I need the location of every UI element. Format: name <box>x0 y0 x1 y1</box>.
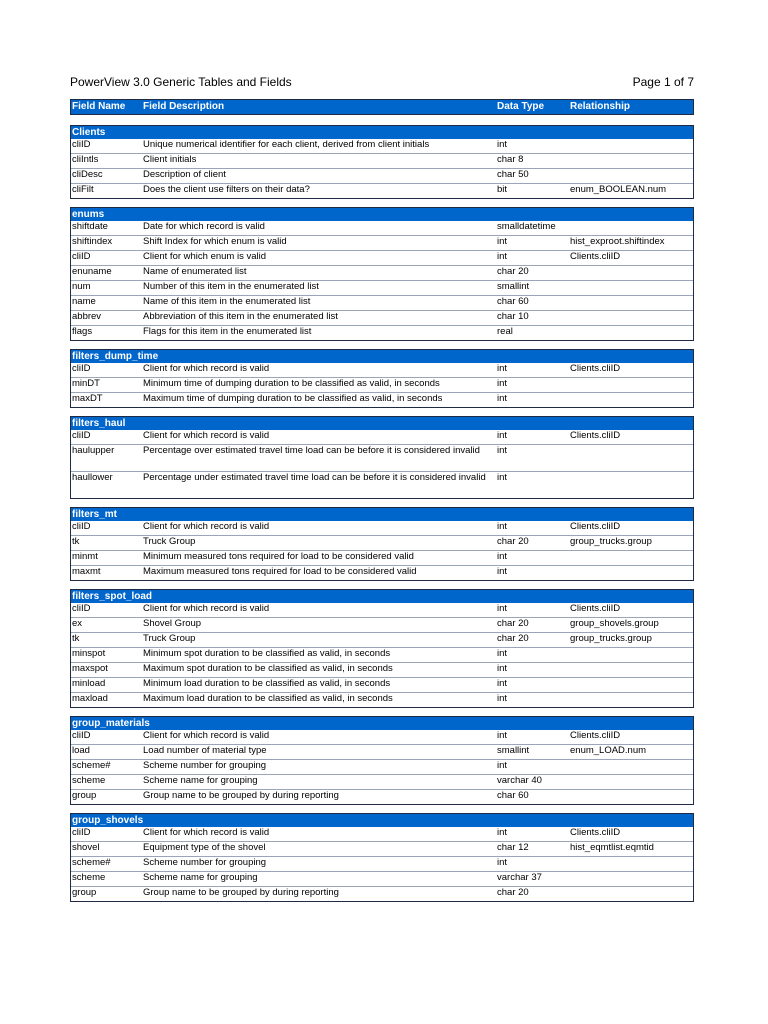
field-name-cell: minspot <box>72 648 106 659</box>
data-type-cell: int <box>497 393 508 404</box>
relationship-cell: Clients.cliID <box>570 251 621 262</box>
field-description-cell: Group name to be grouped by during reporting <box>143 887 339 898</box>
field-name-cell: maxload <box>72 693 108 704</box>
field-description-cell: Truck Group <box>143 633 196 644</box>
data-type-cell: int <box>497 663 508 674</box>
table-row <box>71 295 693 310</box>
data-type-cell: int <box>497 445 508 456</box>
data-type-cell: int <box>497 603 508 614</box>
table-row <box>71 392 693 407</box>
field-name-cell: group <box>72 790 97 801</box>
relationship-cell: Clients.cliID <box>570 430 621 441</box>
column-header-data-type: Data Type <box>497 101 545 112</box>
data-type-cell: int <box>497 378 508 389</box>
field-description-cell: Client for which record is valid <box>143 363 270 374</box>
page-header <box>70 75 694 91</box>
table-row <box>71 325 693 340</box>
field-description-cell: Equipment type of the shovel <box>143 842 266 853</box>
column-header-field-description: Field Description <box>143 101 225 112</box>
data-type-cell: varchar 37 <box>497 872 542 883</box>
section-title: filters_dump_time <box>71 350 693 363</box>
field-name-cell: minload <box>72 678 106 689</box>
field-name-cell: flags <box>72 326 93 337</box>
data-type-cell: varchar 40 <box>497 775 542 786</box>
data-type-cell: char 20 <box>497 887 529 898</box>
relationship-cell: Clients.cliID <box>570 521 621 532</box>
field-name-cell: cliID <box>72 363 91 374</box>
field-description-cell: Client for which record is valid <box>143 521 270 532</box>
data-type-cell: char 60 <box>497 296 529 307</box>
field-description-cell: Shift Index for which enum is valid <box>143 236 287 247</box>
relationship-cell: hist_exproot.shiftindex <box>570 236 665 247</box>
data-type-cell: bit <box>497 184 508 195</box>
field-name-cell: cliDesc <box>72 169 103 180</box>
data-type-cell: int <box>497 678 508 689</box>
data-type-cell: int <box>497 857 508 868</box>
data-type-cell: int <box>497 693 508 704</box>
field-description-cell: Client initials <box>143 154 197 165</box>
table-row <box>71 535 693 550</box>
field-name-cell: minDT <box>72 378 100 389</box>
data-type-cell: smalldatetime <box>497 221 556 232</box>
field-description-cell: Description of client <box>143 169 226 180</box>
field-description-cell: Client for which record is valid <box>143 430 270 441</box>
table-section <box>70 349 694 408</box>
table-row <box>71 827 693 841</box>
table-row <box>71 430 693 444</box>
field-name-cell: maxDT <box>72 393 103 404</box>
table-row <box>71 871 693 886</box>
data-type-cell: char 20 <box>497 633 529 644</box>
table-row <box>71 856 693 871</box>
table-row <box>71 521 693 535</box>
field-name-cell: maxmt <box>72 566 101 577</box>
section-title: group_materials <box>71 717 693 730</box>
field-name-cell: scheme# <box>72 857 111 868</box>
table-row <box>71 774 693 789</box>
data-type-cell: int <box>497 251 508 262</box>
section-title: enums <box>71 208 693 221</box>
page-number: Page 1 of 7 <box>632 75 694 89</box>
data-type-cell: char 50 <box>497 169 529 180</box>
field-name-cell: cliID <box>72 603 91 614</box>
field-description-cell: Minimum time of dumping duration to be classified as valid, in seconds <box>143 378 440 389</box>
table-section <box>70 589 694 708</box>
field-name-cell: shiftindex <box>72 236 113 247</box>
relationship-cell: Clients.cliID <box>570 363 621 374</box>
table-row <box>71 153 693 168</box>
relationship-cell: group_shovels.group <box>570 618 659 629</box>
field-description-cell: Truck Group <box>143 536 196 547</box>
data-type-cell: char 12 <box>497 842 529 853</box>
field-description-cell: Date for which record is valid <box>143 221 265 232</box>
field-description-cell: Name of enumerated list <box>143 266 247 277</box>
field-description-cell: Scheme number for grouping <box>143 857 267 868</box>
relationship-cell: Clients.cliID <box>570 827 621 838</box>
field-description-cell: Maximum spot duration to be classified as valid, in seconds <box>143 663 393 674</box>
column-header-row <box>70 99 694 115</box>
section-title: group_shovels <box>71 814 693 827</box>
table-section <box>70 416 694 499</box>
table-section <box>70 207 694 341</box>
table-sections <box>70 125 694 910</box>
field-description-cell: Minimum load duration to be classified as valid, in seconds <box>143 678 391 689</box>
data-type-cell: int <box>497 139 508 150</box>
data-type-cell: int <box>497 760 508 771</box>
field-description-cell: Scheme name for grouping <box>143 775 258 786</box>
field-name-cell: scheme <box>72 872 106 883</box>
relationship-cell: Clients.cliID <box>570 603 621 614</box>
table-section <box>70 125 694 199</box>
relationship-cell: hist_eqmtlist.eqmtid <box>570 842 654 853</box>
column-header-field-name: Field Name <box>72 101 126 112</box>
data-type-cell: int <box>497 363 508 374</box>
field-description-cell: Client for which record is valid <box>143 827 270 838</box>
field-description-cell: Name of this item in the enumerated list <box>143 296 311 307</box>
field-name-cell: ex <box>72 618 83 629</box>
table-row <box>71 744 693 759</box>
field-description-cell: Minimum measured tons required for load to be considered valid <box>143 551 414 562</box>
field-description-cell: Number of this item in the enumerated list <box>143 281 319 292</box>
field-description-cell: Maximum load duration to be classified as valid, in seconds <box>143 693 393 704</box>
field-name-cell: load <box>72 745 90 756</box>
data-type-cell: char 10 <box>497 311 529 322</box>
column-header-relationship: Relationship <box>570 101 631 112</box>
data-type-cell: char 8 <box>497 154 524 165</box>
relationship-cell: group_trucks.group <box>570 633 652 644</box>
table-section <box>70 716 694 805</box>
field-description-cell: Maximum measured tons required for load to be considered valid <box>143 566 417 577</box>
data-type-cell: int <box>497 472 508 483</box>
section-title: Clients <box>71 126 693 139</box>
table-row <box>71 759 693 774</box>
field-name-cell: tk <box>72 633 80 644</box>
section-title: filters_haul <box>71 417 693 430</box>
field-description-cell: Scheme name for grouping <box>143 872 258 883</box>
table-row <box>71 444 693 471</box>
data-type-cell: char 20 <box>497 536 529 547</box>
data-type-cell: int <box>497 566 508 577</box>
field-name-cell: maxspot <box>72 663 108 674</box>
table-row <box>71 603 693 617</box>
field-name-cell: abbrev <box>72 311 102 322</box>
field-description-cell: Flags for this item in the enumerated list <box>143 326 312 337</box>
field-description-cell: Maximum time of dumping duration to be classified as valid, in seconds <box>143 393 443 404</box>
field-description-cell: Abbreviation of this item in the enumerated list <box>143 311 338 322</box>
data-type-cell: char 20 <box>497 266 529 277</box>
field-name-cell: enuname <box>72 266 112 277</box>
table-row <box>71 377 693 392</box>
table-row <box>71 565 693 580</box>
table-row <box>71 310 693 325</box>
field-description-cell: Minimum spot duration to be classified as valid, in seconds <box>143 648 391 659</box>
field-description-cell: Unique numerical identifier for each client, derived from client initials <box>143 139 430 150</box>
data-type-cell: int <box>497 551 508 562</box>
document-title: PowerView 3.0 Generic Tables and Fields <box>70 75 292 89</box>
field-description-cell: Client for which record is valid <box>143 730 270 741</box>
data-type-cell: int <box>497 236 508 247</box>
table-row <box>71 617 693 632</box>
table-row <box>71 647 693 662</box>
table-section <box>70 507 694 581</box>
field-name-cell: minmt <box>72 551 98 562</box>
field-description-cell: Client for which record is valid <box>143 603 270 614</box>
field-name-cell: cliIntls <box>72 154 99 165</box>
table-row <box>71 692 693 707</box>
field-name-cell: scheme <box>72 775 106 786</box>
field-name-cell: haullower <box>72 472 113 483</box>
field-description-cell: Percentage over estimated travel time load can be before it is considered invalid <box>143 445 480 456</box>
table-row <box>71 841 693 856</box>
table-row <box>71 550 693 565</box>
field-description-cell: Load number of material type <box>143 745 267 756</box>
table-row <box>71 221 693 235</box>
data-type-cell: smallint <box>497 281 530 292</box>
field-name-cell: cliID <box>72 139 91 150</box>
data-type-cell: int <box>497 430 508 441</box>
field-name-cell: cliID <box>72 521 91 532</box>
relationship-cell: group_trucks.group <box>570 536 652 547</box>
table-row <box>71 265 693 280</box>
table-row <box>71 730 693 744</box>
table-row <box>71 471 693 498</box>
field-description-cell: Does the client use filters on their data? <box>143 184 310 195</box>
table-row <box>71 632 693 647</box>
field-description-cell: Client for which enum is valid <box>143 251 267 262</box>
field-name-cell: shiftdate <box>72 221 108 232</box>
table-row <box>71 662 693 677</box>
table-row <box>71 183 693 198</box>
field-name-cell: tk <box>72 536 80 547</box>
data-type-cell: char 60 <box>497 790 529 801</box>
field-name-cell: cliFilt <box>72 184 94 195</box>
field-description-cell: Group name to be grouped by during reporting <box>143 790 339 801</box>
field-name-cell: cliID <box>72 730 91 741</box>
relationship-cell: enum_LOAD.num <box>570 745 647 756</box>
data-type-cell: int <box>497 827 508 838</box>
table-row <box>71 677 693 692</box>
table-row <box>71 789 693 804</box>
data-type-cell: char 20 <box>497 618 529 629</box>
field-name-cell: name <box>72 296 96 307</box>
table-row <box>71 250 693 265</box>
relationship-cell: Clients.cliID <box>570 730 621 741</box>
field-name-cell: cliID <box>72 827 91 838</box>
field-name-cell: group <box>72 887 97 898</box>
section-title: filters_mt <box>71 508 693 521</box>
field-description-cell: Scheme number for grouping <box>143 760 267 771</box>
field-name-cell: num <box>72 281 91 292</box>
table-row <box>71 886 693 901</box>
table-row <box>71 235 693 250</box>
table-row <box>71 363 693 377</box>
relationship-cell: enum_BOOLEAN.num <box>570 184 667 195</box>
field-name-cell: cliID <box>72 430 91 441</box>
table-row <box>71 168 693 183</box>
table-row <box>71 139 693 153</box>
table-section <box>70 813 694 902</box>
data-type-cell: int <box>497 521 508 532</box>
data-type-cell: smallint <box>497 745 530 756</box>
field-name-cell: cliID <box>72 251 91 262</box>
field-description-cell: Shovel Group <box>143 618 202 629</box>
field-name-cell: shovel <box>72 842 100 853</box>
section-title: filters_spot_load <box>71 590 693 603</box>
data-type-cell: int <box>497 648 508 659</box>
data-type-cell: int <box>497 730 508 741</box>
field-name-cell: haulupper <box>72 445 115 456</box>
table-row <box>71 280 693 295</box>
field-name-cell: scheme# <box>72 760 111 771</box>
field-description-cell: Percentage under estimated travel time load can be before it is considered invalid <box>143 472 486 483</box>
data-type-cell: real <box>497 326 513 337</box>
